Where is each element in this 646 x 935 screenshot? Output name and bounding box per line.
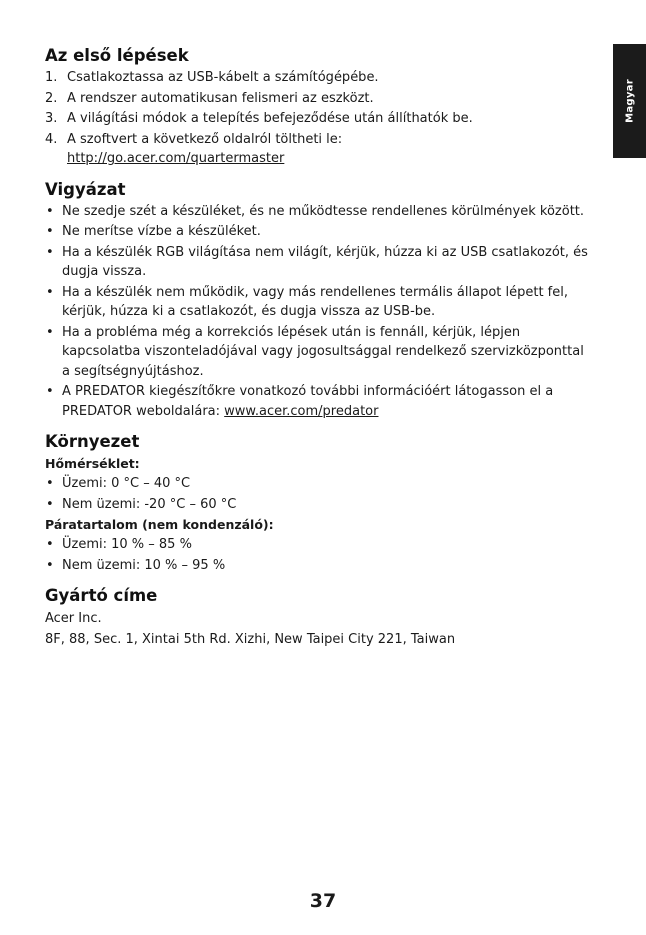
caution-item <box>45 202 590 222</box>
page-number: 37 <box>309 890 337 912</box>
language-tab <box>613 44 646 158</box>
step-text: A világítási módok a telepítés befejeződése után állíthatók be. <box>67 111 473 126</box>
bullet-icon: • <box>46 557 54 573</box>
humidity-item <box>45 556 590 576</box>
caution-text: Ha a probléma még a korrekciós lépések után is fennáll, kérjük, lépjen kapcsolatba viszonteladójával vagy jogosultsággal rendelkező szervizközponttal a segítségnyújtáshoz. <box>62 324 584 379</box>
step-text: A rendszer automatikusan felismeri az eszközt. <box>67 90 374 106</box>
humidity-label: Páratartalom (nem kondenzáló): <box>45 517 274 532</box>
bullet-icon: • <box>46 284 54 300</box>
caution-item <box>45 243 590 282</box>
bullet-icon: • <box>46 324 54 340</box>
step-number: 4. <box>45 131 58 147</box>
humidity-list <box>45 535 590 575</box>
temperature-item <box>45 495 590 515</box>
step-text: Csatlakoztassa az USB-kábelt a számítógépébe. <box>67 70 379 85</box>
first-steps-section <box>45 44 590 169</box>
manufacturer-section <box>45 584 590 650</box>
caution-item <box>45 222 590 242</box>
environment-heading: Környezet <box>45 432 140 451</box>
bullet-icon: • <box>46 537 54 552</box>
first-steps-heading: Az első lépések <box>45 46 189 65</box>
manufacturer-heading: Gyártó címe <box>45 586 158 605</box>
manufacturer-name: Acer Inc. <box>45 611 102 626</box>
caution-heading: Vigyázat <box>45 179 126 199</box>
step-number: 3. <box>45 111 58 126</box>
temperature-text: Üzemi: 0 °C – 40 °C <box>62 476 191 491</box>
page-content <box>45 44 590 659</box>
humidity-text: Nem üzemi: 10 % – 95 % <box>62 557 226 573</box>
humidity-text: Üzemi: 10 % – 85 % <box>62 537 192 552</box>
environment-section <box>45 430 590 575</box>
temperature-label: Hőmérséklet: <box>45 456 140 471</box>
step-number: 1. <box>45 70 58 85</box>
predator-website-link[interactable]: www.acer.com/predator <box>224 403 379 419</box>
bullet-icon: • <box>46 384 54 399</box>
first-steps-item <box>45 89 590 109</box>
bullet-icon: • <box>46 496 54 512</box>
step-number: 2. <box>45 90 58 106</box>
bullet-icon: • <box>46 224 54 239</box>
first-steps-item <box>45 109 590 129</box>
caution-text: Ne merítse vízbe a készüléket. <box>62 224 261 239</box>
caution-item <box>45 323 590 382</box>
first-steps-item <box>45 130 590 169</box>
caution-text: Ne szedje szét a készüléket, és ne működtesse rendellenes körülmények között. <box>62 203 585 219</box>
manufacturer-address: 8F, 88, Sec. 1, Xintai 5th Rd. Xizhi, New Taipei City 221, Taiwan <box>45 632 456 647</box>
humidity-item <box>45 535 590 555</box>
caution-item <box>45 283 590 322</box>
software-download-link[interactable]: http://go.acer.com/quartermaster <box>67 151 285 166</box>
caution-text: Ha a készülék RGB világítása nem világít, kérjük, húzza ki az USB csatlakozót, és dugja vissza. <box>62 244 588 279</box>
bullet-icon: • <box>46 244 54 260</box>
first-steps-item <box>45 68 590 88</box>
bullet-icon: • <box>46 203 54 219</box>
caution-text: Ha a készülék nem működik, vagy más rendellenes termális állapot lépett fel, kérjük, húzza ki a csatlakozót, és dugja vissza az USB-be. <box>62 284 569 319</box>
temperature-list <box>45 474 590 514</box>
bullet-icon: • <box>46 476 54 491</box>
language-tab-label: Magyar <box>624 79 635 123</box>
step-text: A szoftvert a következő oldalról töltheti le: <box>67 131 343 147</box>
temperature-item <box>45 474 590 494</box>
caution-list <box>45 202 590 422</box>
caution-text: A PREDATOR kiegészítőkre vonatkozó további információért látogasson el a PREDATOR weboldalára: <box>62 384 554 419</box>
temperature-text: Nem üzemi: -20 °C – 60 °C <box>62 496 237 512</box>
caution-section <box>45 178 590 422</box>
caution-item <box>45 382 590 421</box>
first-steps-list <box>45 68 590 169</box>
